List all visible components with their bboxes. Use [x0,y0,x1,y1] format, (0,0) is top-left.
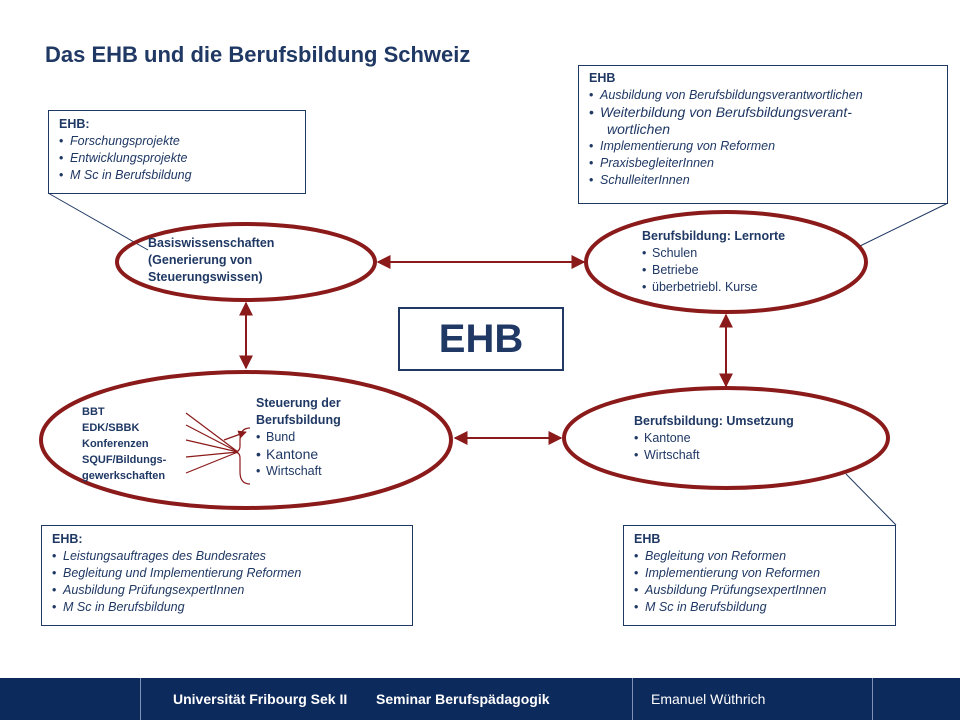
list-item: • Implementierung von Reformen [589,138,937,155]
list-item: • M Sc in Berufsbildung [634,599,885,616]
list-item: • Weiterbildung von Berufsbildungsverant- [589,104,937,121]
list-item: • Leistungsauftrages des Bundesrates [52,548,402,565]
node-header: Berufsbildung: Umsetzung [634,414,794,428]
list-item: • überbetriebl. Kurse [642,279,785,296]
callout-line-top-right [858,203,948,247]
node-line: (Generierung von [148,253,253,267]
list-item: • PraxisbegleiterInnen [589,155,937,172]
list-item: • Ausbildung von Berufsbildungsverantwortlichen [589,87,937,104]
box-header: EHB: [52,532,83,546]
fan-connector [186,413,238,473]
actor-label: EDK/SBBK [82,422,140,434]
footer-divider [632,678,633,720]
node-steuerung [256,395,341,480]
list-item-continuation: wortlichen [607,121,671,137]
node-lernorte [642,228,785,296]
list-item: • Wirtschaft [256,463,341,480]
list-item: • Begleitung von Reformen [634,548,885,565]
footer-institution: Universität Fribourg Sek II [173,691,348,707]
actor-label: gewerkschaften [82,470,166,482]
node-umsetzung [634,413,794,464]
box-header: EHB [634,532,661,546]
list-item: • Kantone [256,446,341,463]
list-item: • Wirtschaft [634,447,794,464]
list-item: • Kantone [634,430,794,447]
list-item: • Betriebe [642,262,785,279]
list-item: • Implementierung von Reformen [634,565,885,582]
node-header: Berufsbildung: Lernorte [642,229,786,243]
list-item: • Begleitung und Implementierung Reformen [52,565,402,582]
box-header: EHB [589,71,616,85]
list-item: • Entwicklungsprojekte [59,150,295,167]
footer-seminar: Seminar Berufspädagogik [376,691,550,707]
actor-label: SQUF/Bildungs- [82,454,167,466]
footer-author: Emanuel Wüthrich [651,691,766,707]
info-box-training [578,65,948,204]
center-label: EHB [398,307,564,371]
list-item: • Bund [256,429,341,446]
info-box-mandate [41,525,413,626]
list-item: • M Sc in Berufsbildung [52,599,402,616]
box-header: EHB: [59,117,90,131]
list-item: • Forschungsprojekte [59,133,295,150]
list-item: • Ausbildung PrüfungsexpertInnen [634,582,885,599]
info-box-reforms [623,525,896,626]
info-box-research [48,110,306,194]
node-header: Steuerung der [256,396,341,410]
node-line: Steuerungswissen) [148,270,263,284]
list-item: • Ausbildung PrüfungsexpertInnen [52,582,402,599]
callout-line-bottom-right [846,474,896,525]
fan-arrow [224,432,246,440]
node-header: Berufsbildung [256,413,341,427]
list-item: • Schulen [642,245,785,262]
footer-divider [140,678,141,720]
footer-bar [0,678,960,720]
node-steuerung-actors [82,404,166,484]
footer-divider [872,678,873,720]
actor-label: BBT [82,406,105,418]
list-item: • SchulleiterInnen [589,172,937,189]
brace [234,428,250,484]
actor-label: Konferenzen [82,438,149,450]
page-title: Das EHB und die Berufsbildung Schweiz [45,42,471,67]
node-line: Basiswissenschaften [148,236,275,250]
list-item: • M Sc in Berufsbildung [59,167,295,184]
node-basis [148,235,274,286]
